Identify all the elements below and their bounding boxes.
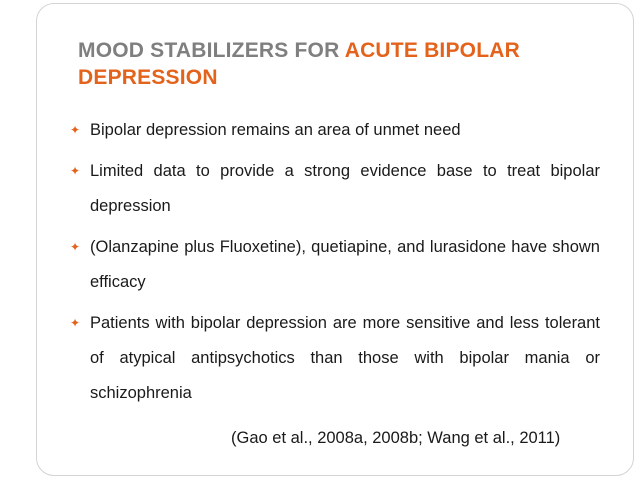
bullet-list bbox=[70, 113, 600, 417]
bullet-icon: ✦ bbox=[70, 240, 81, 254]
bullet-icon: ✦ bbox=[70, 164, 81, 178]
bullet-text: Limited data to provide a strong evidence base to treat bipolar depression bbox=[90, 162, 600, 215]
bullet-item bbox=[70, 230, 600, 300]
bullet-icon: ✦ bbox=[70, 123, 81, 137]
bullet-item bbox=[70, 306, 600, 411]
title-part-gray: MOOD STABILIZERS FOR bbox=[78, 39, 345, 62]
bullet-text: Bipolar depression remains an area of unmet need bbox=[90, 121, 461, 139]
bullet-text: (Olanzapine plus Fluoxetine), quetiapine, and lurasidone have shown efficacy bbox=[90, 238, 600, 291]
bullet-icon: ✦ bbox=[70, 316, 81, 330]
slide-title bbox=[78, 37, 598, 91]
bullet-item bbox=[70, 154, 600, 224]
bullet-item bbox=[70, 113, 600, 148]
title-part-accent: ACUTE BIPOLAR DEPRESSION bbox=[78, 39, 520, 89]
bullet-text: Patients with bipolar depression are more sensitive and less tolerant of atypical antipsychotics than those with bipolar mania or schizophrenia bbox=[90, 314, 600, 402]
citation: (Gao et al., 2008a, 2008b; Wang et al., 2011) bbox=[231, 429, 561, 447]
